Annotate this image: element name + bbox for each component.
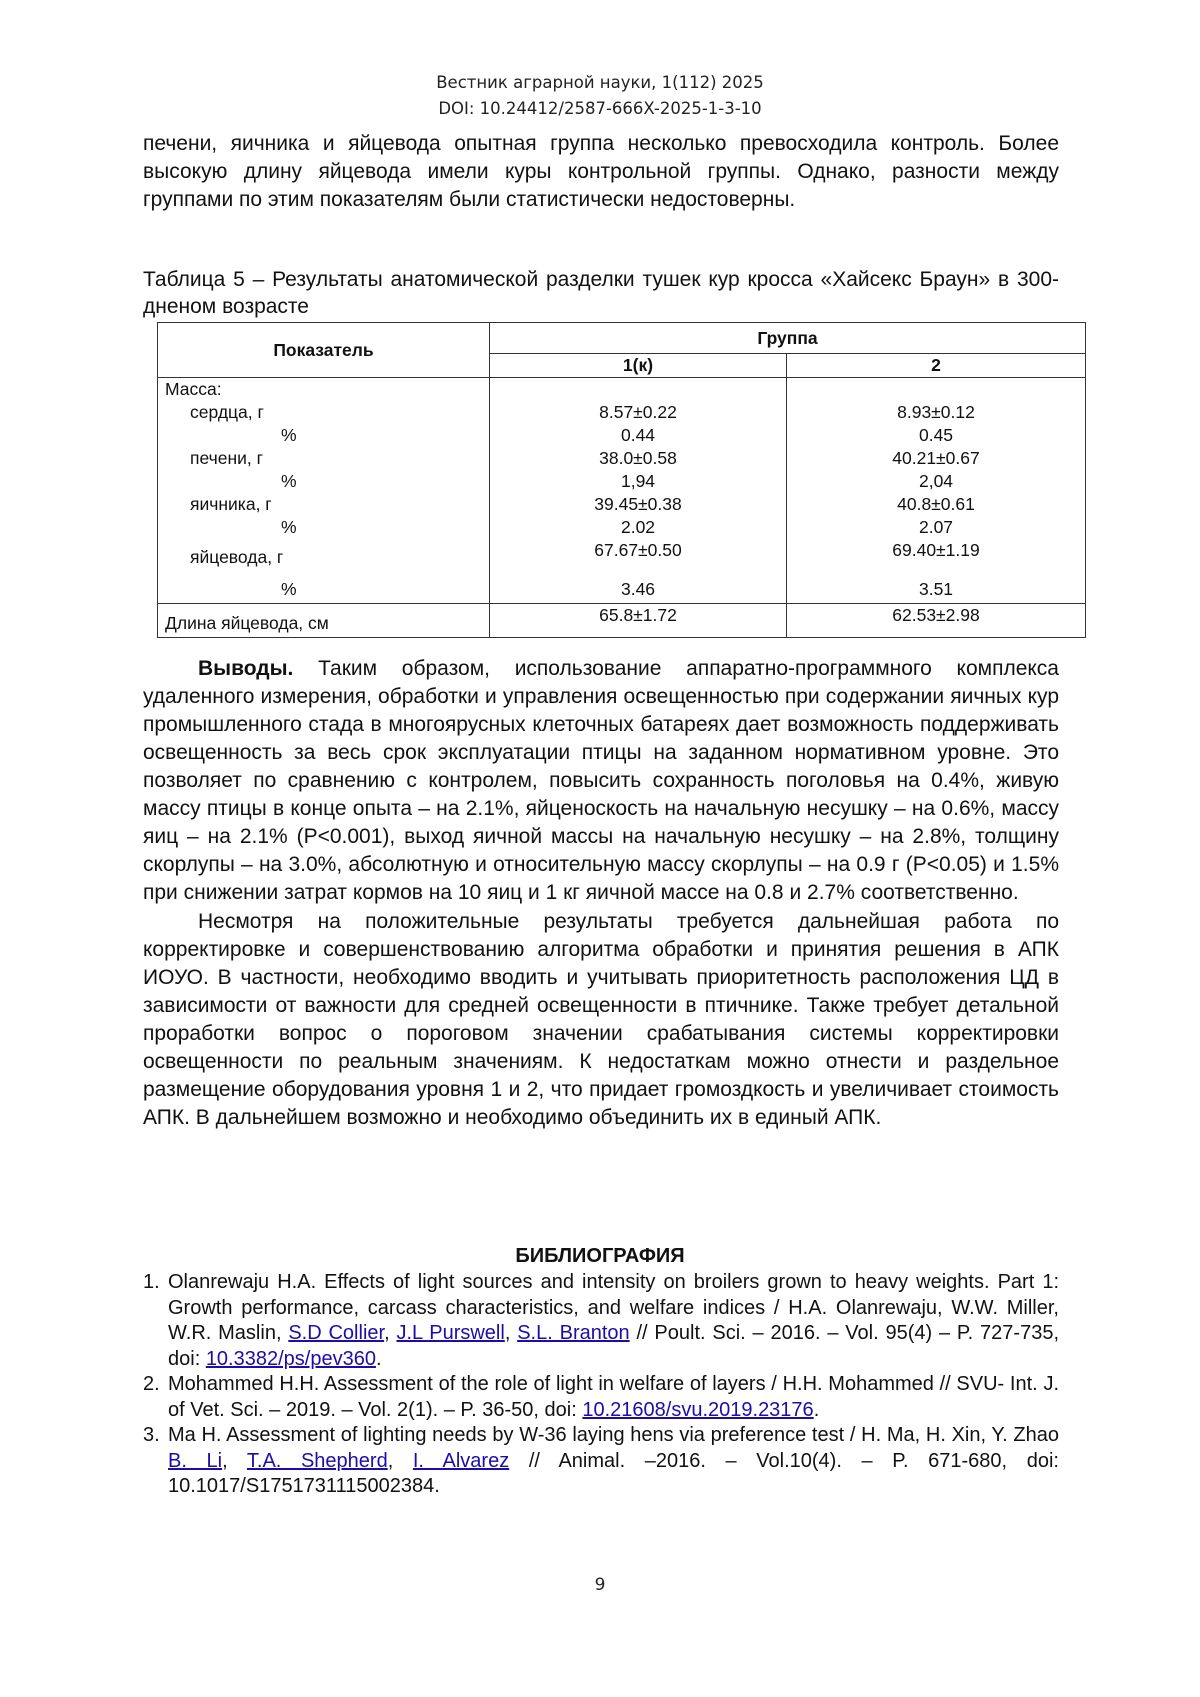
bibliography-item: 3. Ma H. Assessment of lighting needs by W-36 laying hens via preference test / H. Ma, H. Xin, Y. Zhao B. Li, T.A. Shepherd, I. Alvarez // Animal. –2016. – Vol.10(4). – P. 671-680, doi: 10.1017/S1751731115002384. bbox=[143, 1424, 1059, 1497]
row-label: % bbox=[281, 517, 297, 537]
value-g1: 8.57±0.22 bbox=[599, 402, 677, 422]
journal-title: Вестник аграрной науки, 1(112) 2025 bbox=[436, 73, 764, 92]
doi-link[interactable]: 10.3382/ps/pev360 bbox=[205, 1347, 376, 1370]
bibliography-list bbox=[143, 1270, 1059, 1500]
row-label: % bbox=[281, 471, 297, 491]
value-g1: 38.0±0.58 bbox=[599, 448, 677, 468]
value-g1: 2.02 bbox=[620, 517, 656, 537]
running-header bbox=[0, 70, 1200, 122]
row-label: % bbox=[281, 579, 297, 599]
table-row-mass bbox=[158, 378, 1086, 604]
value-g2: 40.8±0.61 bbox=[897, 494, 975, 514]
header-indicator: Показатель bbox=[158, 323, 490, 378]
mass-label: Масса: bbox=[165, 379, 222, 399]
header-group: Группа bbox=[490, 323, 1086, 354]
conclusions-heading: Выводы. bbox=[198, 657, 294, 680]
value-g1: 0.44 bbox=[620, 425, 656, 445]
row-label: Длина яйцевода, см bbox=[158, 604, 490, 638]
bibliography-title: БИБЛИОГРАФИЯ bbox=[515, 1245, 685, 1267]
value-g2: 3.51 bbox=[918, 579, 954, 599]
bibliography-item: 2. Mohammed H.H. Assessment of the role of light in welfare of layers / H.H. Mohammed // SVU- Int. J. of Vet. Sci. – 2019. – Vol. 2(1). – P. 36-50, doi: 10.21608/svu.2019.23176. bbox=[143, 1373, 1059, 1421]
header-group-1: 1(к) bbox=[490, 354, 787, 378]
value-g2: 0.45 bbox=[918, 425, 954, 445]
value-g1: 3.46 bbox=[620, 579, 656, 599]
table-caption: Таблица 5 – Результаты анатомической разделки тушек кур кросса «Хайсекс Браун» в 300-дненом возрасте bbox=[143, 268, 1059, 318]
value-g1: 65.8±1.72 bbox=[490, 604, 787, 638]
conclusions-text: Таким образом, использование аппаратно-программного комплекса удаленного измерения, обработки и управления освещенностью при содержании яичных кур промышленного стада в многоярусных клеточных батареях дает возможность поддерживать освещенность за весь срок эксплуатации птицы на заданном нормативном уровне. Это позволяет по сравнению с контролем, повысить сохранность поголовья на 0.4%, живую массу птицы в конце опыта – на 2.1%, яйценоскость на начальную несушку – на 0.6%, массу яиц – на 2.1% (Р<0.001), выход яичной массы на начальную несушку – на 2.8%, толщину скорлупы – на 3.0%, абсолютную и относительную массу скорлупы – на 0.9 г (Р<0.05) и 1.5% при снижении затрат кормов на 10 яиц и 1 кг яичной массе на 0.8 и 2.7% соответственно. bbox=[143, 657, 1059, 904]
header-group-2: 2 bbox=[787, 354, 1086, 378]
value-g2: 8.93±0.12 bbox=[897, 402, 975, 422]
doi-link[interactable]: 10.21608/svu.2019.23176 bbox=[582, 1398, 814, 1421]
value-g2: 2,04 bbox=[918, 471, 954, 491]
further-work-paragraph: Несмотря на положительные результаты требуется дальнейшая работа по корректировке и совершенствованию алгоритма обработки и принятия решения в АПК ИОУО. В частности, необходимо вводить и учитывать приоритетность расположения ЦД в зависимости от важности для средней освещенности в птичнике. Также требует детальной проработки вопрос о пороговом значении срабатывания системы корректировки освещенности по реальным значениям. К недостаткам можно отнести и раздельное размещение оборудования уровня 1 и 2, что придает громоздкость и увеличивает стоимость АПК. В дальнейшем возможно и необходимо объединить их в единый АПК. bbox=[143, 910, 1059, 1129]
author-link[interactable]: S.D Collier bbox=[288, 1322, 385, 1344]
author-link[interactable]: I. Alvarez bbox=[412, 1449, 510, 1472]
value-g1: 67.67±0.50 bbox=[594, 540, 682, 560]
value-g1: 1,94 bbox=[620, 471, 656, 491]
page-number: 9 bbox=[594, 1575, 606, 1595]
intro-paragraph: печени, яичника и яйцевода опытная группа несколько превосходила контроль. Более высокую длину яйцевода имели куры контрольной группы. Однако, разности между группами по этим показателям были статистически недостоверны. bbox=[143, 132, 1059, 211]
value-g2: 2.07 bbox=[918, 517, 954, 537]
row-label: % bbox=[281, 425, 297, 445]
author-link[interactable]: J.L Purswell bbox=[396, 1322, 505, 1344]
results-table bbox=[157, 322, 1086, 638]
author-link[interactable]: T.A. Shepherd bbox=[246, 1449, 388, 1472]
author-link[interactable]: S.L. Branton bbox=[517, 1322, 630, 1344]
value-g2: 62.53±2.98 bbox=[787, 604, 1086, 638]
value-g1: 39.45±0.38 bbox=[594, 494, 682, 514]
article-doi: DOI: 10.24412/2587-666X-2025-1-3-10 bbox=[438, 99, 762, 118]
value-g2: 40.21±0.67 bbox=[892, 448, 980, 468]
row-label: яйцевода, г bbox=[190, 547, 284, 567]
row-label: печени, г bbox=[190, 448, 264, 468]
author-link[interactable]: B. Li bbox=[168, 1449, 223, 1472]
bibliography-item: 1. Olanrewaju H.A. Effects of light sources and intensity on broilers grown to heavy weights. Part 1: Growth performance, carcass characteristics, and welfare indices / H.A. Olanrewaju, W.W. Miller, W.R. Maslin, S.D Collier, J.L Purswell, S.L. Branton // Poult. Sci. – 2016. – Vol. 95(4) – P. 727-735, doi: 10.3382/ps/pev360. bbox=[143, 1271, 1060, 1370]
conclusions-paragraph bbox=[143, 655, 1059, 907]
table-row-length bbox=[158, 604, 1086, 638]
row-label: яичника, г bbox=[190, 494, 272, 514]
row-label: сердца, г bbox=[190, 402, 264, 422]
value-g2: 69.40±1.19 bbox=[892, 540, 980, 560]
